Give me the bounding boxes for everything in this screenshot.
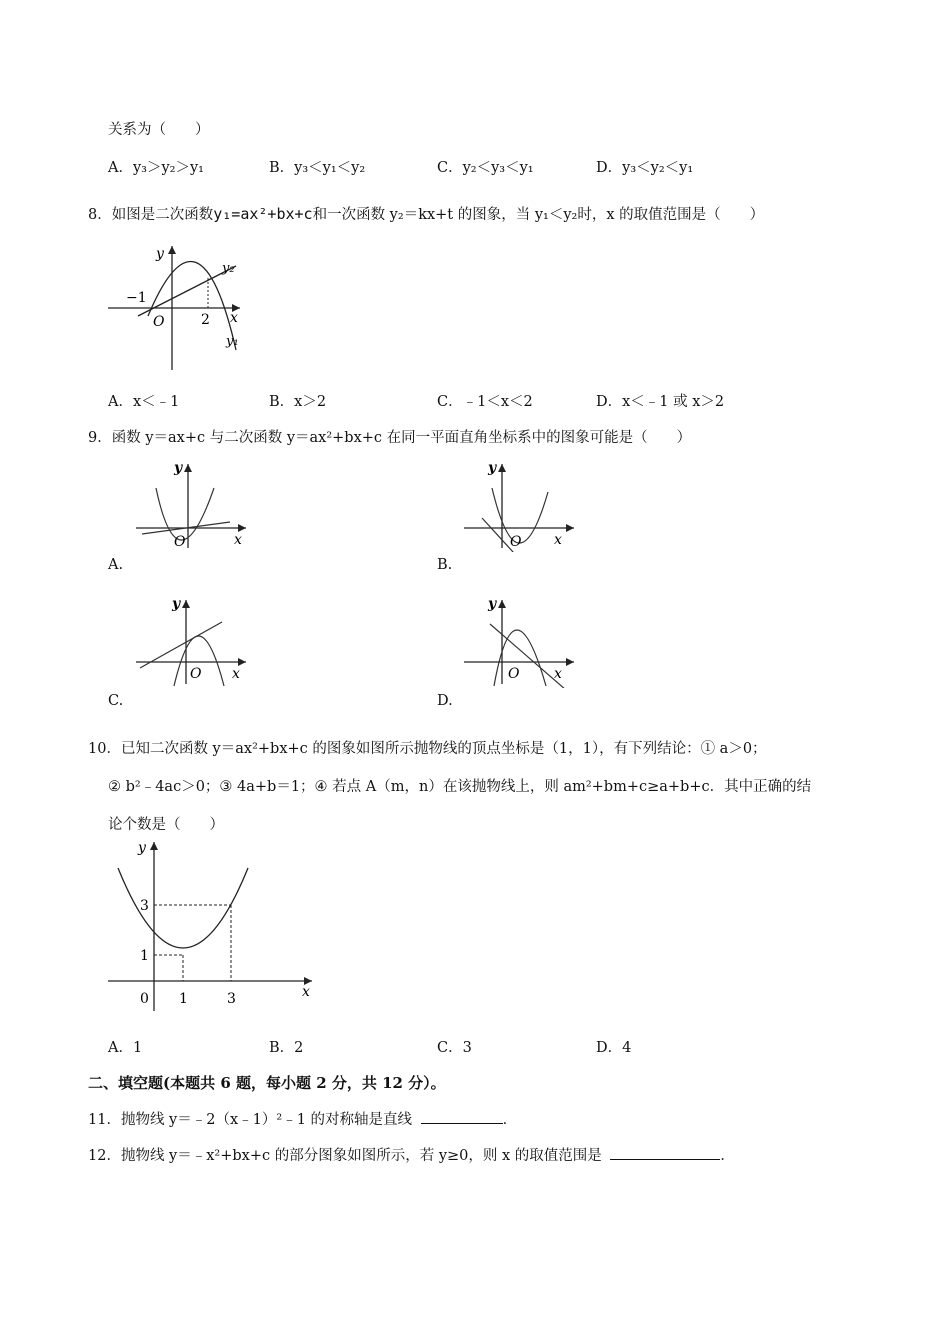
q10-line2: ② b²﹣4ac＞0；③ 4a+b＝1；④ 若点 A（m，n）在该抛物线上，则 am²+bm+c≥a+b+c．其中正确的结 — [108, 779, 812, 795]
q8-stem-start: 8．如图是二次函数 — [88, 207, 214, 223]
q8-option-c[interactable]: C．﹣1＜x＜2 — [437, 394, 533, 410]
q8-option-b[interactable]: B．x＞2 — [269, 394, 327, 410]
q12-line — [88, 1144, 735, 1165]
q9c-y-label: y — [172, 596, 181, 612]
q9c-x-label: x — [232, 666, 240, 682]
q9d-y-label: y — [488, 596, 497, 612]
q8-x-label: x — [230, 310, 238, 326]
q10-x1-label: 1 — [179, 991, 188, 1007]
q9-label-d[interactable]: D. — [437, 693, 453, 709]
q8-stem-end: 和一次函数 y₂＝kx+t 的图象，当 y₁＜y₂时，x 的取值范围是（ ） — [312, 207, 765, 223]
q10-y-label: y — [138, 840, 146, 856]
q10-figure — [100, 836, 325, 1026]
q9-figure-b[interactable] — [458, 456, 584, 552]
q9d-origin-label: O — [508, 666, 520, 682]
q7-stem-tail: 关系为（ ） — [108, 122, 210, 138]
q9c-origin-label: O — [190, 666, 202, 682]
q10-line3: 论个数是（ ） — [108, 817, 224, 833]
q8-y-label: y — [156, 246, 164, 262]
q10-x3-label: 3 — [227, 991, 236, 1007]
q10-option-a[interactable]: A．1 — [108, 1040, 143, 1056]
q9b-origin-label: O — [510, 534, 522, 550]
q7-option-d[interactable]: D．y₃＜y₂＜y₁ — [596, 160, 694, 176]
q10-x-label: x — [302, 984, 310, 1000]
q9b-y-label: y — [488, 460, 497, 476]
q7-option-a[interactable]: A．y₃＞y₂＞y₁ — [108, 160, 204, 176]
q9-figure-c[interactable] — [130, 592, 256, 688]
q7-option-c[interactable]: C．y₂＜y₃＜y₁ — [437, 160, 534, 176]
q8-option-d[interactable]: D．x＜﹣1 或 x＞2 — [596, 394, 725, 410]
q10-option-d[interactable]: D．4 — [596, 1040, 632, 1056]
q8-formula: y₁=ax²+bx+c — [213, 205, 313, 223]
q11-text: 11．抛物线 y＝﹣2（x﹣1）²﹣1 的对称轴是直线 — [88, 1112, 413, 1128]
q12-text: 12．抛物线 y＝﹣x²+bx+c 的部分图象如图所示，若 y≥0，则 x 的取值范围是 — [88, 1148, 602, 1164]
q9-figure-d[interactable] — [458, 592, 584, 688]
q9a-x-label: x — [234, 532, 242, 548]
q9b-x-label: x — [554, 532, 562, 548]
q9a-y-label: y — [174, 460, 183, 476]
q10-y1-label: 1 — [140, 948, 149, 964]
q9-label-a[interactable]: A. — [108, 557, 124, 573]
q8-y2-label: y₂ — [222, 261, 235, 276]
q11-answer-blank[interactable] — [421, 1123, 503, 1124]
q8-figure — [100, 238, 260, 373]
q10-y3-label: 3 — [140, 898, 149, 914]
q10-zero-label: 0 — [140, 991, 149, 1007]
q8-two-label: 2 — [201, 312, 210, 328]
q9-figure-a[interactable] — [130, 456, 256, 552]
q8-stem — [88, 203, 764, 224]
q9d-x-label: x — [554, 666, 562, 682]
q12-end: ． — [720, 1148, 735, 1164]
q11-end: ． — [502, 1112, 518, 1128]
q9-stem: 9．函数 y＝ax+c 与二次函数 y＝ax²+bx+c 在同一平面直角坐标系中的图象可能是（ ） — [88, 430, 692, 446]
q9-label-b[interactable]: B. — [437, 557, 453, 573]
q10-option-c[interactable]: C．3 — [437, 1040, 472, 1056]
q12-answer-blank[interactable] — [610, 1159, 720, 1160]
q11-line — [88, 1108, 517, 1129]
q8-y1-label: y₁ — [226, 334, 239, 349]
q10-line1: 10．已知二次函数 y＝ax²+bx+c 的图象如图所示抛物线的顶点坐标是（1，1），有下列结论：① a＞0； — [88, 741, 767, 757]
q9a-origin-label: O — [174, 534, 186, 550]
section-2-title: 二、填空题(本题共 6 题，每小题 2 分，共 12 分）。 — [88, 1074, 446, 1092]
q8-origin-label: O — [153, 314, 165, 330]
q9-label-c[interactable]: C. — [108, 693, 124, 709]
q8-neg1-label: −1 — [126, 290, 147, 306]
q7-option-b[interactable]: B．y₃＜y₁＜y₂ — [269, 160, 366, 176]
q8-option-a[interactable]: A．x＜﹣1 — [108, 394, 180, 410]
q10-option-b[interactable]: B．2 — [269, 1040, 304, 1056]
